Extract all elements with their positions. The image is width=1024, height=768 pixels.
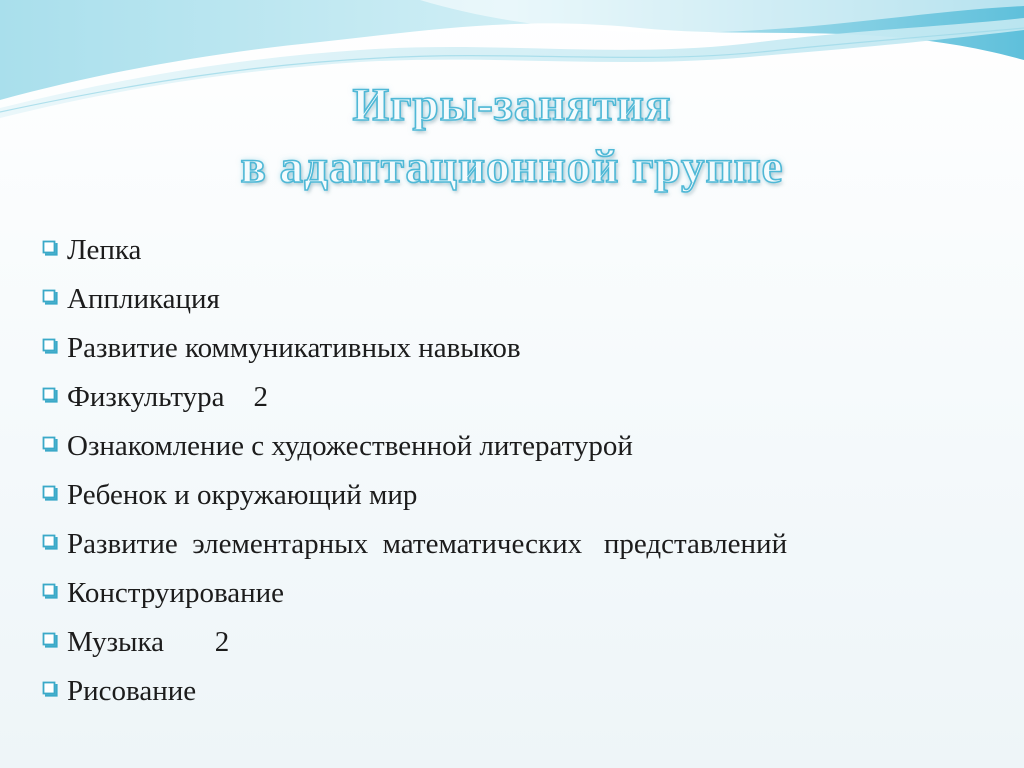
list-item (42, 275, 1002, 324)
list-item-label: Музыка 2 (67, 626, 230, 658)
title-line-2: в адаптационной группе (240, 141, 784, 193)
list-item (42, 520, 1002, 569)
list-item-label: Ознакомление с художественной литературой (67, 430, 633, 462)
list-item (42, 667, 1002, 716)
hollow-square-bullet-icon (42, 534, 59, 551)
list-item-label: Аппликация (67, 283, 220, 315)
hollow-square-bullet-icon (42, 436, 59, 453)
list-item (42, 422, 1002, 471)
hollow-square-bullet-icon (42, 289, 59, 306)
list-item-label: Лепка (67, 234, 142, 266)
hollow-square-bullet-icon (42, 485, 59, 502)
title-line-1: Игры-занятия (352, 79, 672, 131)
list-item-label: Ребенок и окружающий мир (67, 479, 418, 511)
hollow-square-bullet-icon (42, 387, 59, 404)
list-item-label: Развитие элементарных математических представлений (67, 528, 788, 560)
hollow-square-bullet-icon (42, 681, 59, 698)
list-item (42, 618, 1002, 667)
list-item-label: Рисование (67, 675, 197, 707)
list-item (42, 373, 1002, 422)
list-item (42, 471, 1002, 520)
list-item-label: Развитие коммуникативных навыков (67, 332, 521, 364)
hollow-square-bullet-icon (42, 632, 59, 649)
activity-list (42, 226, 1002, 716)
list-item (42, 324, 1002, 373)
hollow-square-bullet-icon (42, 583, 59, 600)
list-item (42, 226, 1002, 275)
list-item-label: Конструирование (67, 577, 285, 609)
list-item (42, 569, 1002, 618)
slide-title (0, 74, 1024, 198)
hollow-square-bullet-icon (42, 240, 59, 257)
hollow-square-bullet-icon (42, 338, 59, 355)
list-item-label: Физкультура 2 (67, 381, 269, 413)
